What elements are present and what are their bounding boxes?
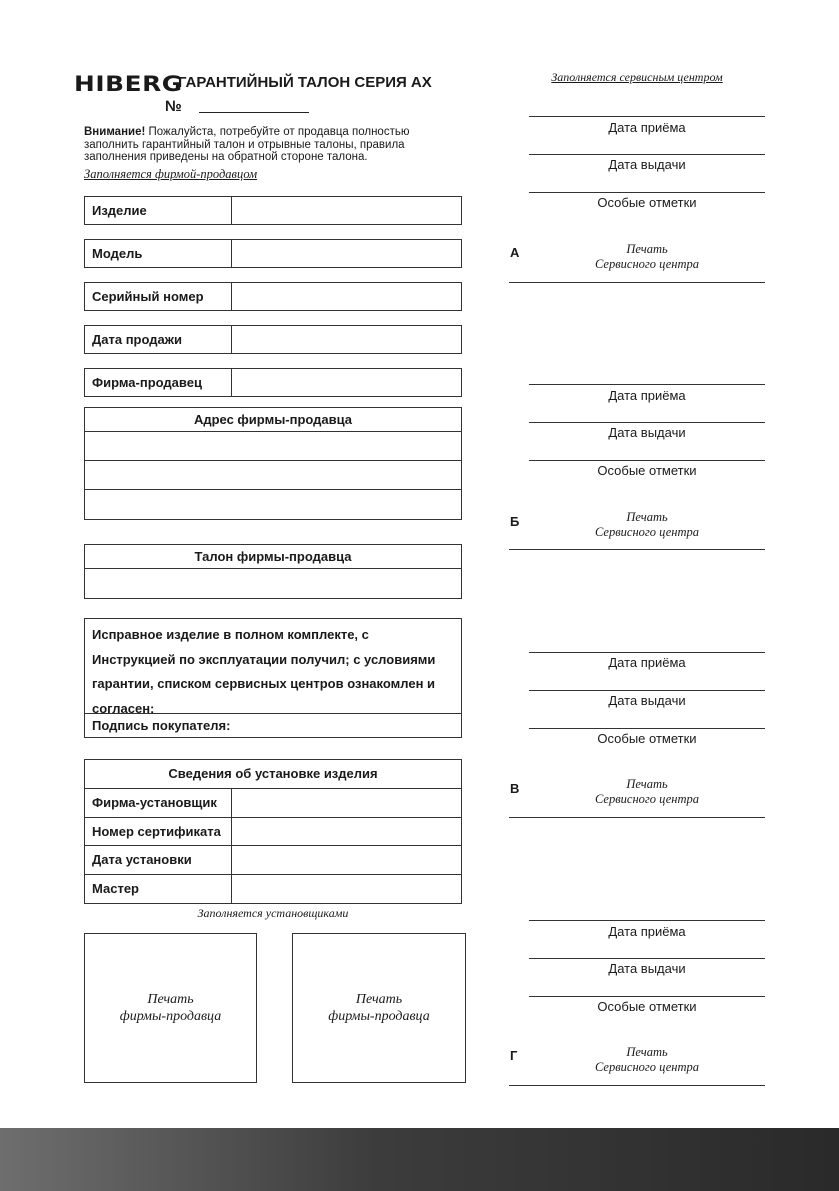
field-label: Номер сертификата — [85, 818, 232, 846]
stamp-line: Сервисного центра — [595, 1060, 699, 1074]
warning-notice — [84, 126, 464, 164]
field-label: Дата продажи — [85, 326, 232, 353]
coupon-letter: Б — [510, 514, 520, 529]
stamp-line: Печать — [147, 992, 194, 1007]
stamp-line: Печать — [626, 777, 668, 791]
table-row — [85, 818, 461, 847]
seller-stamp-box — [292, 933, 466, 1083]
table-title: Сведения об установке изделия — [85, 760, 461, 789]
field-seller — [84, 368, 462, 397]
stamp-line: фирмы-продавца — [119, 1009, 222, 1024]
stamp-line: Печать — [626, 242, 668, 256]
field-value[interactable] — [232, 846, 461, 874]
seller-address-table — [84, 407, 462, 520]
acknowledgement-text: Исправное изделие в полном комплекте, с Инструкцией по эксплуатации получил; с условиями гарантии, списком сервисных центров ознакомлен и согласен: — [85, 619, 461, 714]
footer-band — [0, 1128, 839, 1191]
warning-text: Пожалуйста, потребуйте от продавца полностью заполнить гарантийный талон и отрывные талоны, правила заполнения приведены на обратной стороне талона. — [84, 126, 410, 163]
installers-note: Заполняется установщиками — [197, 906, 349, 920]
field-value[interactable] — [232, 283, 461, 310]
field-line[interactable] — [529, 920, 765, 921]
coupon-divider — [509, 549, 765, 550]
received-date-label: Дата приёма — [608, 655, 686, 670]
field-product — [84, 196, 462, 225]
received-date-label: Дата приёма — [608, 924, 686, 939]
stamp-line: Печать — [355, 992, 403, 1007]
field-line[interactable] — [529, 460, 765, 461]
seller-stamp-box — [84, 933, 257, 1083]
received-date-label: Дата приёма — [608, 120, 686, 135]
coupon-letter: Г — [510, 1048, 518, 1063]
coupon-letter: А — [510, 245, 520, 260]
field-value[interactable] — [232, 369, 461, 396]
received-date-label: Дата приёма — [608, 388, 686, 403]
field-label: Фирма-продавец — [85, 369, 232, 396]
issued-date-label: Дата выдачи — [608, 157, 686, 172]
field-value[interactable] — [232, 240, 461, 267]
field-serial-number — [84, 282, 462, 311]
coupon-divider — [509, 282, 765, 283]
service-stamp-area — [529, 1045, 765, 1075]
field-label: Серийный номер — [85, 283, 232, 310]
installation-table — [84, 759, 462, 904]
field-line[interactable] — [529, 690, 765, 691]
issued-date-label: Дата выдачи — [608, 693, 686, 708]
field-line[interactable] — [529, 384, 765, 385]
service-fill-note: Заполняется сервисным центром — [551, 70, 723, 84]
service-stamp-area — [529, 777, 765, 807]
service-stamp-area — [529, 242, 765, 272]
coupon-divider — [509, 1085, 765, 1086]
field-label: Изделие — [85, 197, 232, 224]
field-line[interactable] — [529, 422, 765, 423]
table-row — [85, 846, 461, 875]
stamp-line: Сервисного центра — [595, 792, 699, 806]
table-row[interactable] — [85, 432, 461, 461]
field-line[interactable] — [529, 116, 765, 117]
seller-fill-note: Заполняется фирмой-продавцом — [84, 167, 258, 181]
field-value[interactable] — [232, 875, 461, 904]
field-line[interactable] — [529, 652, 765, 653]
field-line[interactable] — [529, 192, 765, 193]
field-label: Дата установки — [85, 846, 232, 874]
buyer-signature-field[interactable]: Подпись покупателя: — [92, 718, 231, 733]
table-row[interactable] — [85, 490, 461, 519]
number-label: № — [165, 98, 182, 115]
field-line[interactable] — [529, 728, 765, 729]
coupon-letter: В — [510, 781, 520, 796]
field-sale-date — [84, 325, 462, 354]
issued-date-label: Дата выдачи — [608, 961, 686, 976]
remarks-label: Особые отметки — [597, 731, 697, 746]
table-row — [85, 789, 461, 818]
stamp-line: Печать — [626, 1045, 668, 1059]
table-title: Талон фирмы-продавца — [85, 545, 461, 569]
stamp-line: Сервисного центра — [595, 525, 699, 539]
table-title: Адрес фирмы-продавца — [85, 408, 461, 432]
field-model — [84, 239, 462, 268]
brand-logo: HIBERG — [74, 72, 183, 96]
coupon-divider — [509, 817, 765, 818]
field-line[interactable] — [529, 958, 765, 959]
field-value[interactable] — [232, 326, 461, 353]
seller-coupon-table — [84, 544, 462, 599]
page-title: ГАРАНТИЙНЫЙ ТАЛОН СЕРИЯ АХ — [178, 74, 432, 91]
field-line[interactable] — [529, 154, 765, 155]
stamp-line: Сервисного центра — [595, 257, 699, 271]
service-stamp-area — [529, 510, 765, 540]
field-value[interactable] — [232, 789, 461, 817]
table-row[interactable] — [85, 569, 461, 598]
table-row — [85, 875, 461, 904]
remarks-label: Особые отметки — [597, 999, 697, 1014]
field-value[interactable] — [232, 197, 461, 224]
stamp-line: фирмы-продавца — [328, 1009, 430, 1024]
field-value[interactable] — [232, 818, 461, 846]
table-row[interactable] — [85, 461, 461, 490]
number-field[interactable] — [199, 112, 309, 113]
remarks-label: Особые отметки — [597, 463, 697, 478]
remarks-label: Особые отметки — [597, 195, 697, 210]
stamp-line: Печать — [626, 510, 668, 524]
field-label: Модель — [85, 240, 232, 267]
buyer-acknowledgement — [84, 618, 462, 738]
field-label: Мастер — [85, 875, 232, 904]
field-line[interactable] — [529, 996, 765, 997]
issued-date-label: Дата выдачи — [608, 425, 686, 440]
field-label: Фирма-установщик — [85, 789, 232, 817]
warning-bold: Внимание! — [84, 126, 146, 138]
